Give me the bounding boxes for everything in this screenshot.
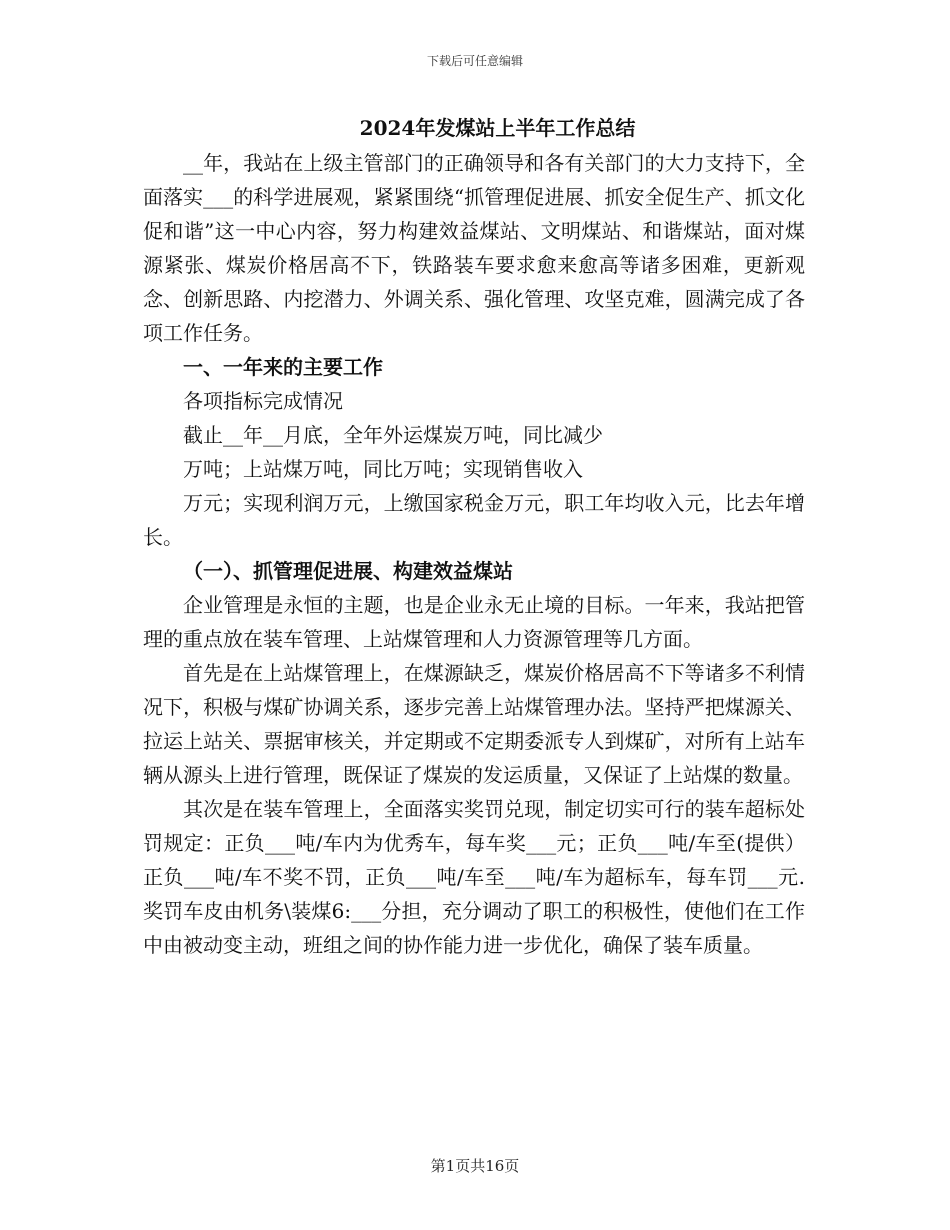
paragraph-coal-management: 首先是在上站煤管理上，在煤源缺乏，煤炭价格居高不下等诸多不利情况下，积极与煤矿协调关系，逐步完善上站煤管理办法。坚持严把煤源关、拉运上站关、票据审核关，并定期或不定期委派专人到煤矿，对所有上站车辆从源头上进行管理，既保证了煤炭的发运质量，又保证了上站煤的数量。 xyxy=(143,661,805,787)
paragraph-intro: __年，我站在上级主管部门的正确领导和各有关部门的大力支持下，全面落实___的科学进展观，紧紧围绕“抓管理促进展、抓安全促生产、抓文化促和谐”这一中心内容，努力构建效益煤站、文明煤站、和谐煤站，面对煤源紧张、煤炭价格居高不下，铁路装车要求愈来愈高等诸多困难，更新观念、创新思路、内挖潜力、外调关系、强化管理、攻坚克难，圆满完成了各项工作任务。 xyxy=(143,151,805,345)
paragraph-indicators-line-3: 万元；实现利润万元，上缴国家税金万元，职工年均收入元，比去年增长。 xyxy=(143,491,805,549)
page-number: 第1页共16页 xyxy=(430,1157,520,1175)
paragraph-loading-management: 其次是在装车管理上，全面落实奖罚兑现，制定切实可行的装车超标处罚规定：正负___吨/车内为优秀车，每车奖___元；正负___吨/车至(提供）正负___吨/车不奖不罚，正负___吨/车至___吨/车为超标车，每车罚___元.奖罚车皮由机务\装煤6:___分担，充分调动了职工的积极性，使他们在工作中由被动变主动，班组之间的协作能力进一步优化，确保了装车质量。 xyxy=(143,797,805,957)
paragraph-management-intro: 企业管理是永恒的主题，也是企业永无止境的目标。一年来，我站把管理的重点放在装车管理、上站煤管理和人力资源管理等几方面。 xyxy=(143,593,805,651)
section-heading-main-work: 一、一年来的主要工作 xyxy=(183,355,383,379)
paragraph-indicators-line-2: 万吨；上站煤万吨，同比万吨；实现销售收入 xyxy=(183,457,583,481)
page-header-note: 下载后可任意编辑 xyxy=(426,54,523,68)
paragraph-indicators-line-1: 截止__年__月底，全年外运煤炭万吨，同比减少 xyxy=(183,423,603,447)
paragraph-indicators-heading: 各项指标完成情况 xyxy=(183,389,343,413)
section-heading-management: （一）、抓管理促进展、构建效益煤站 xyxy=(183,559,513,583)
document-body xyxy=(143,146,805,962)
document-title: 2024年发煤站上半年工作总结 xyxy=(359,116,636,140)
